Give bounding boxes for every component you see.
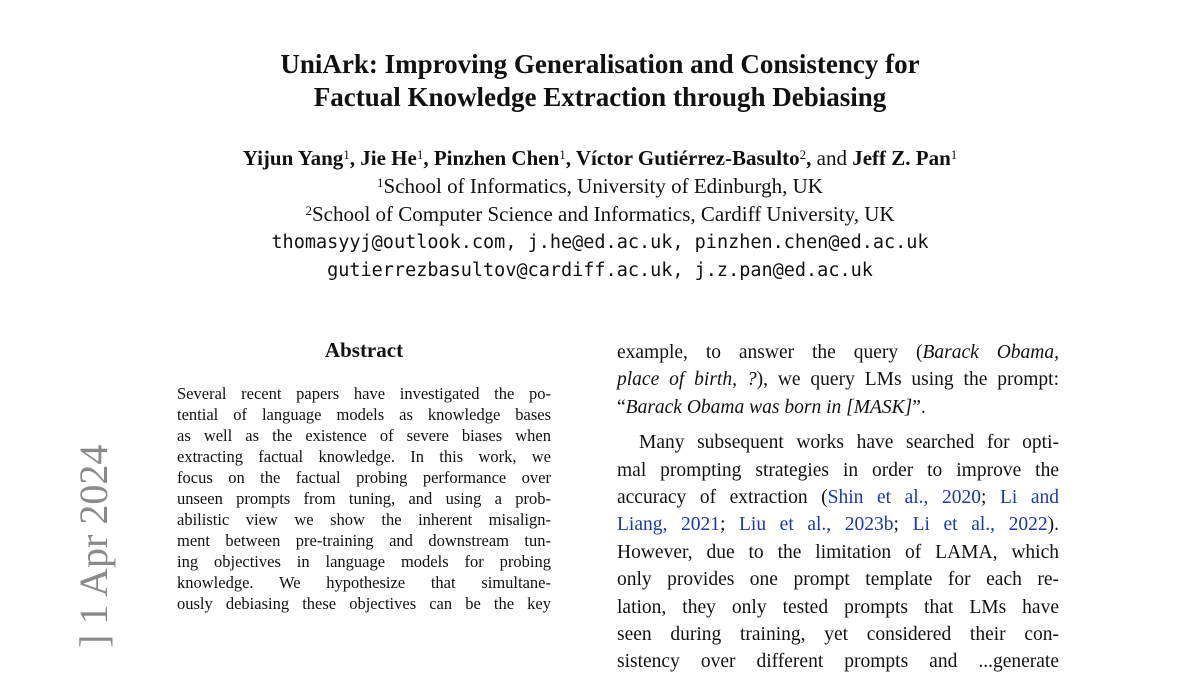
abstract-line: abilistic view we show the inherent misalign-: [177, 510, 551, 529]
affiliation-sup: 1: [377, 175, 384, 190]
body-line: However, due to the limitation of LAMA, which: [617, 541, 1059, 563]
abstract-line: ing objectives in language models for probing: [177, 552, 551, 571]
author-name: Pinzhen Chen: [433, 146, 560, 170]
abstract-line: focus on the factual probing performance over: [177, 468, 551, 487]
citation-link[interactable]: Shin et al., 2020: [827, 486, 981, 508]
abstract-body: [177, 383, 551, 614]
author-joiner: and: [816, 146, 847, 170]
arxiv-stamp: [28, 430, 116, 648]
body-line: “Barack Obama was born in [MASK]”.: [617, 396, 926, 418]
author-name: Víctor Gutiérrez-Basulto: [575, 146, 800, 170]
author-sup: 1: [416, 147, 424, 162]
title-line-1: UniArk: Improving Generalisation and Consistency for: [280, 49, 920, 79]
abstract-line: Several recent papers have investigated the po-: [177, 384, 551, 403]
body-line: Liang, 2021; Liu et al., 2023b; Li et al., 2022).: [617, 514, 1059, 536]
abstract-line: as well as the existence of severe biases when: [177, 426, 551, 445]
abstract-line: knowledge. We hypothesize that simultane-: [177, 573, 551, 592]
body-line: accuracy of extraction (Shin et al., 2020; Li and: [617, 486, 1059, 508]
body-line: Many subsequent works have searched for opti-: [639, 432, 1059, 454]
author-sup: 2: [799, 147, 807, 162]
affiliation-text: School of Computer Science and Informatics, Cardiff University, UK: [311, 202, 895, 226]
abstract-line: ment between pre-training and downstream tun-: [177, 531, 551, 550]
intro-column: [617, 339, 1059, 676]
body-line: place of birth, ?), we query LMs using the prompt:: [617, 369, 1059, 391]
affiliation-1: [0, 172, 1200, 200]
abstract-line: tential of language models as knowledge bases: [177, 405, 551, 424]
citation-link[interactable]: Liu et al., 2023b: [739, 514, 894, 536]
emails-line-2: gutierrezbasultov@cardiff.ac.uk, j.z.pan@ed.ac.uk: [327, 260, 873, 281]
body-line: mal prompting strategies in order to improve the: [617, 459, 1059, 481]
arxiv-stamp-text: ] 1 Apr 2024: [71, 444, 116, 648]
body-line: seen during training, yet considered their con-: [617, 623, 1059, 645]
author-name: Jie He: [360, 146, 417, 170]
body-line: only provides one prompt template for each re-: [617, 569, 1059, 591]
citation-link[interactable]: Li et al., 2022: [912, 514, 1048, 536]
author-sup: 1: [559, 147, 566, 162]
emails-line-1: thomasyyj@outlook.com, j.he@ed.ac.uk, pinzhen.chen@ed.ac.uk: [271, 232, 929, 253]
author-name: Yijun Yang: [242, 146, 344, 170]
body-line: example, to answer the query (Barack Obama,: [617, 342, 1059, 363]
body-line: lation, they only tested prompts that LMs have: [617, 596, 1059, 618]
abstract-line: ously debiasing these objectives can be the key: [177, 594, 551, 613]
author-name: Jeff Z. Pan: [852, 146, 951, 170]
author-sup: 1: [343, 147, 350, 162]
citation-link[interactable]: Li and: [999, 486, 1059, 508]
title-line-2: Factual Knowledge Extraction through Debiasing: [313, 82, 887, 112]
abstract-heading: Abstract: [324, 338, 404, 362]
abstract-line: extracting factual knowledge. In this work, we: [177, 447, 551, 466]
author-list: Yijun Yang$^1$, Jie He$^1$, Pinzhen Chen$^1$, Víctor Gutiérrez-Basulto$^2$, and Jeff Z. Pan$^1$: [242, 146, 958, 170]
abstract-line: unseen prompts from tuning, and using a prob-: [177, 489, 551, 508]
body-line: sistency over different prompts and ...generate: [617, 651, 1059, 673]
author-sup: 1: [950, 147, 958, 162]
affiliation-2: [0, 200, 1200, 228]
citation-link[interactable]: Liang, 2021: [617, 514, 720, 536]
affiliation-text: School of Informatics, University of Edinburgh, UK: [383, 174, 823, 198]
paper-title: [0, 48, 1200, 114]
affiliation-sup: 2: [305, 203, 312, 218]
